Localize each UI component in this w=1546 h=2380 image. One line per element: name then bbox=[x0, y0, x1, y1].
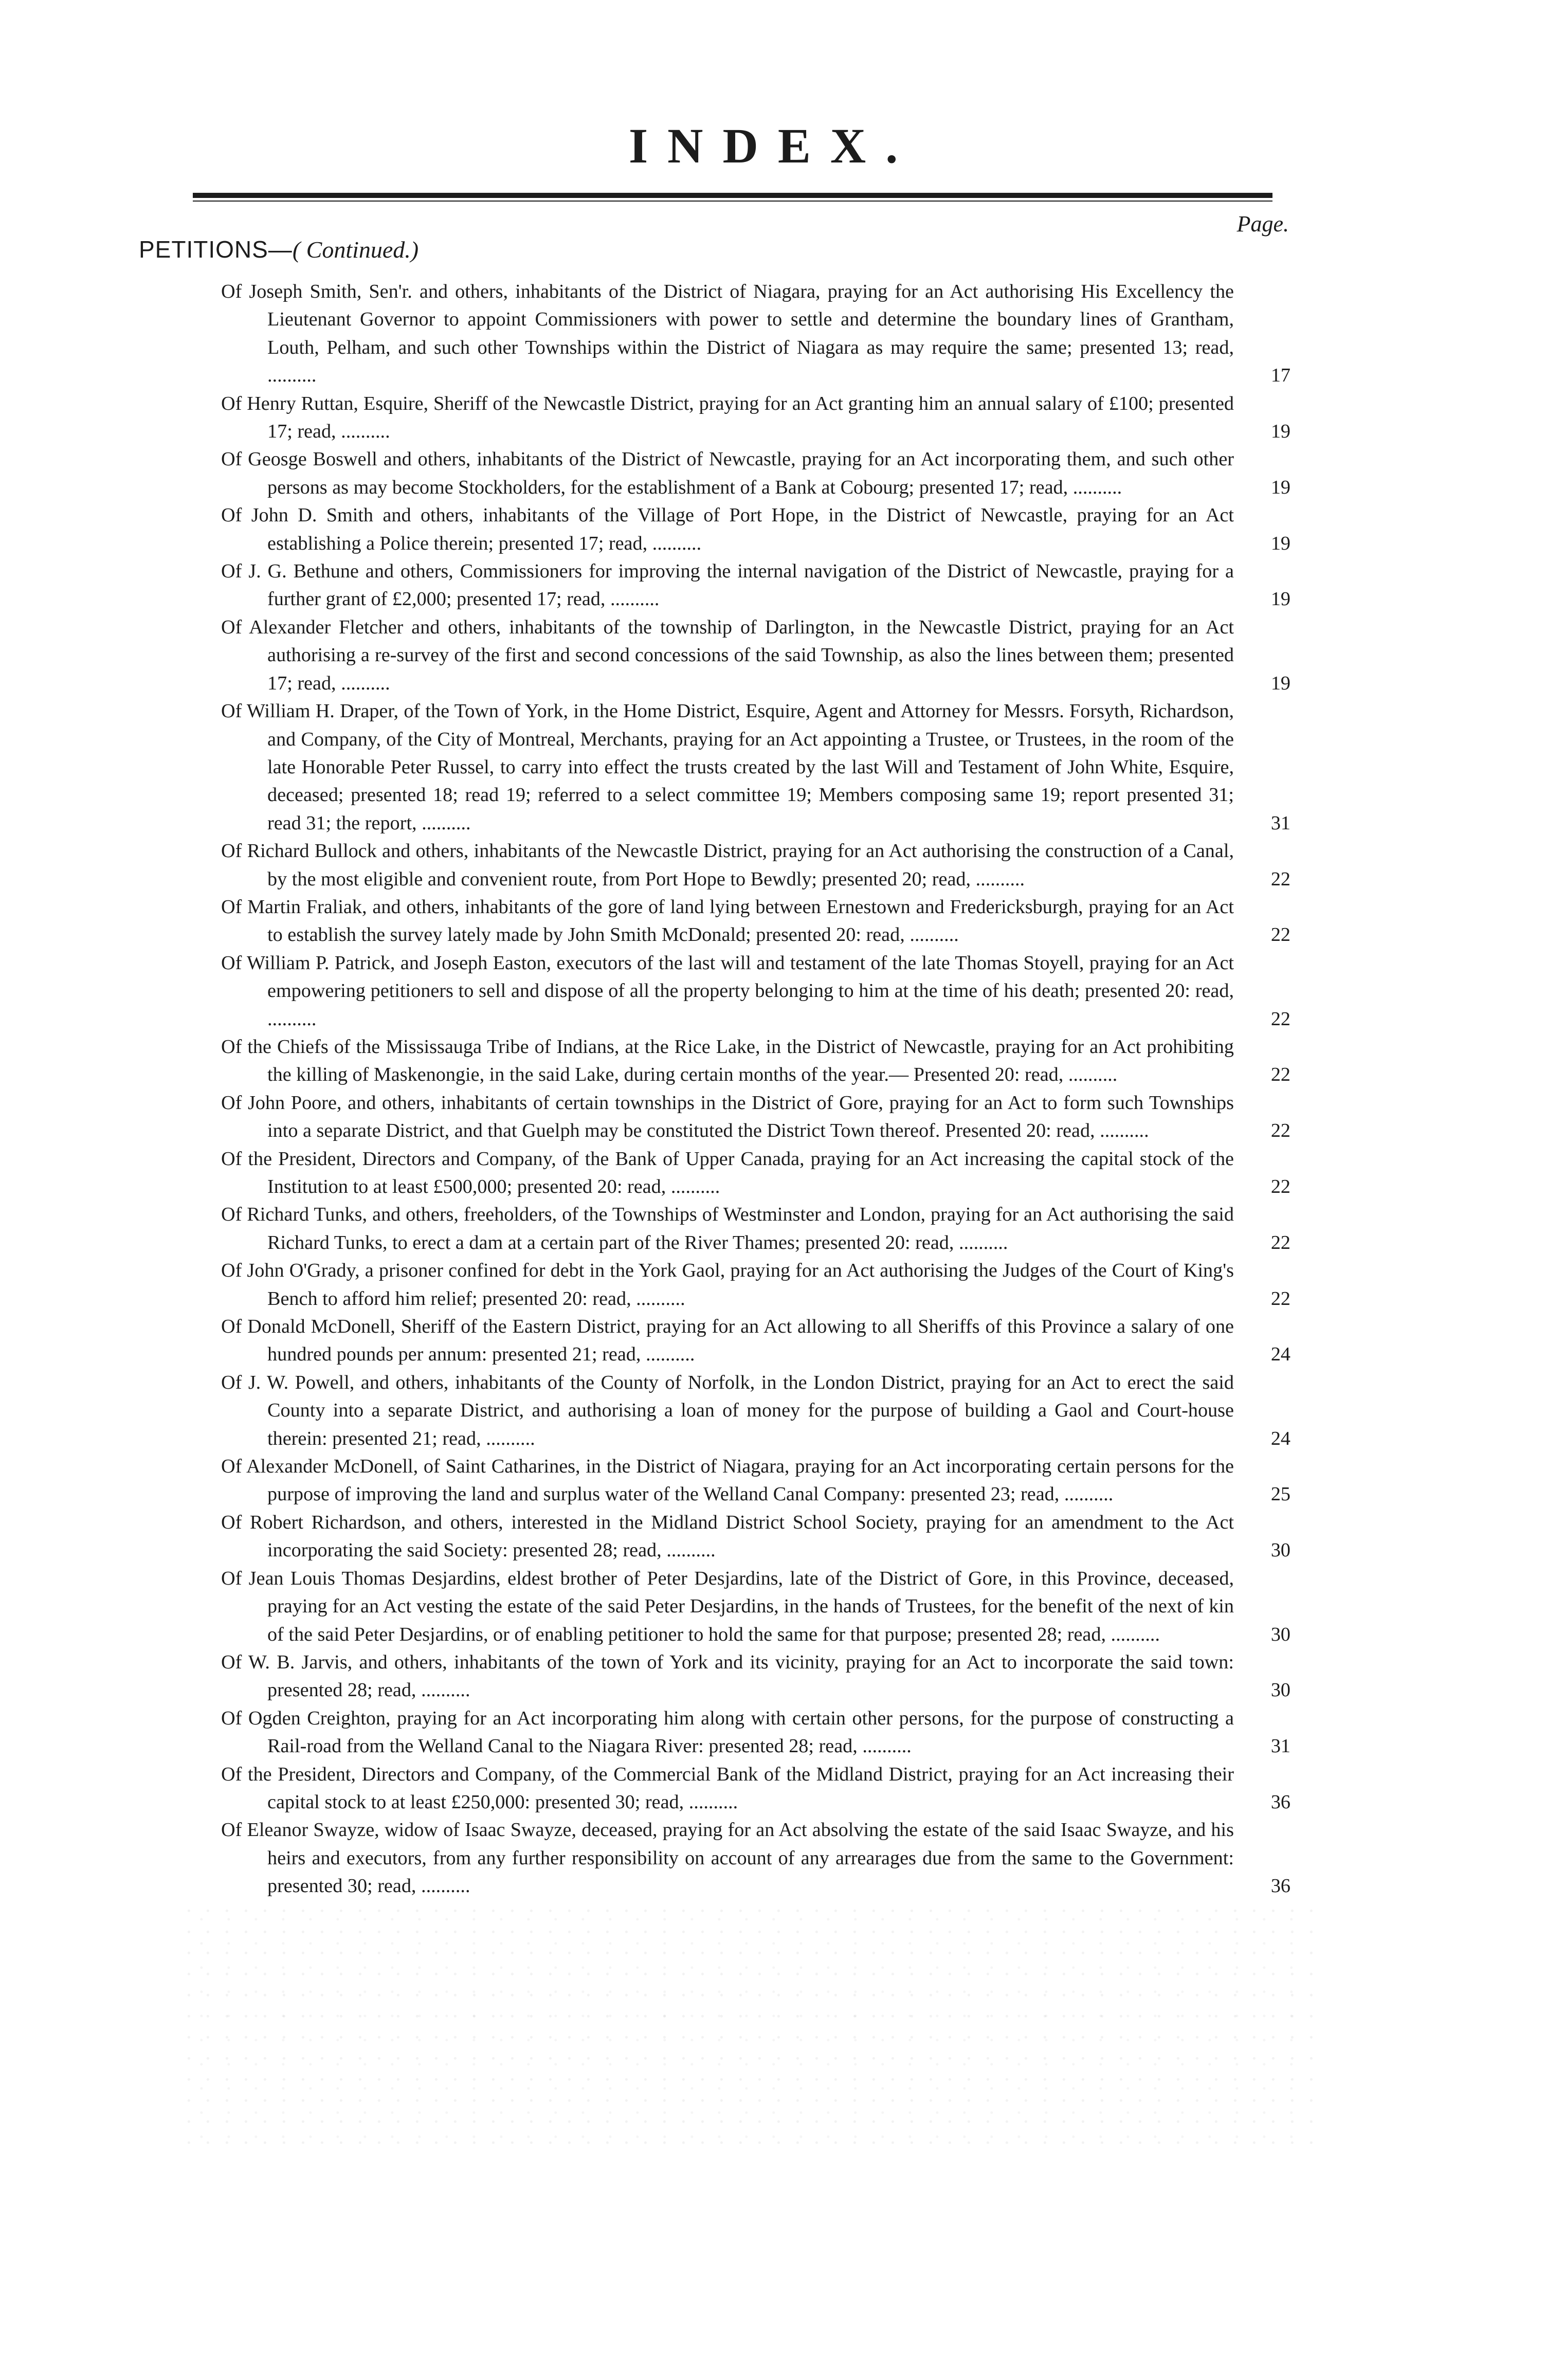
list-item bbox=[221, 1452, 1290, 1509]
leader-dots: .......... bbox=[684, 1791, 738, 1813]
entry-text: Of J. W. Powell, and others, inhabitants of the County of Norfolk, in the London District, praying for an Act to erect the said County into a separate District, and authorising a loan of money for the purpose of building a Gaol and Court-house therein: presented 21; read, bbox=[221, 1371, 1234, 1449]
leader-dots: .......... bbox=[481, 1427, 535, 1449]
entry-page-number: 17 bbox=[1270, 365, 1290, 387]
entry-text: Of the Chiefs of the Mississauga Tribe of Indians, at the Rice Lake, in the District of Newcastle, praying for an Act prohibiting the killing of Maskenongie, in the said Lake, during certain months of the year.— Presented 20: read, bbox=[221, 1035, 1234, 1086]
leader-dots: .......... bbox=[1106, 1623, 1160, 1645]
title-rule-thin bbox=[193, 201, 1272, 202]
entry-page-number: 22 bbox=[1270, 1120, 1290, 1142]
list-item bbox=[221, 1509, 1290, 1565]
entry-text: Of John O'Grady, a prisoner confined for debt in the York Gaol, praying for an Act authorising the Judges of the Court of King's Bench to afford him relief; presented 20: read, bbox=[221, 1260, 1234, 1310]
leader-dots: .......... bbox=[605, 588, 660, 610]
entry-text: Of J. G. Bethune and others, Commissioners for improving the internal navigation of the District of Newcastle, praying for a further grant of £2,000; presented 17; read, bbox=[221, 560, 1234, 610]
entry-page-number: 22 bbox=[1270, 924, 1290, 946]
entry-text: Of the President, Directors and Company, of the Commercial Bank of the Midland District, praying for an Act increasing their capital stock to at least £250,000: presented 30; read, bbox=[221, 1763, 1234, 1813]
entry-page-number: 22 bbox=[1270, 1064, 1290, 1086]
page-column-label: Page. bbox=[1236, 211, 1289, 237]
list-item bbox=[221, 1565, 1290, 1648]
entry-text: Of Henry Ruttan, Esquire, Sheriff of the Newcastle District, praying for an Act granting him an annual salary of £100; presented 17; read, bbox=[221, 392, 1234, 443]
leader-dots: .......... bbox=[267, 1008, 317, 1030]
leader-dots: .......... bbox=[666, 1176, 720, 1197]
leader-dots: .......... bbox=[631, 1287, 685, 1310]
section-continued: ( Continued.) bbox=[292, 237, 419, 263]
entry-page-number: 24 bbox=[1270, 1427, 1290, 1449]
entry-text: Of Richard Tunks, and others, freeholders, of the Townships of Westminster and London, praying for an Act authorising the said Richard Tunks, to erect a dam at a certain part of the River Thames; presented 20: read, bbox=[221, 1204, 1234, 1253]
leader-dots: .......... bbox=[336, 672, 390, 694]
list-item bbox=[221, 893, 1290, 949]
title-rule bbox=[193, 193, 1272, 198]
entry-text: Of John D. Smith and others, inhabitants of the Village of Port Hope, in the District of Newcastle, praying for an Act establishing a Police therein; presented 17; read, bbox=[221, 504, 1234, 554]
entry-page-number: 30 bbox=[1270, 1539, 1290, 1561]
section-title: PETITIONS— bbox=[139, 236, 293, 263]
leader-dots: .......... bbox=[904, 924, 959, 946]
list-item bbox=[221, 278, 1290, 390]
entry-page-number: 19 bbox=[1270, 672, 1290, 694]
list-item bbox=[221, 1369, 1290, 1452]
list-item bbox=[221, 1201, 1290, 1257]
entry-text: Of Martin Fraliak, and others, inhabitants of the gore of land lying between Ernestown and Fredericksburgh, praying for an Act to establish the survey lately made by John Smith McDonald; presented 20: read, bbox=[221, 896, 1234, 946]
leader-dots: .......... bbox=[1068, 476, 1122, 498]
entry-text: Of Eleanor Swayze, widow of Isaac Swayze, deceased, praying for an Act absolving the estate of the said Isaac Swayze, and his heirs and executors, from any further responsibility on account of any arrearages due from the same to the Government: presented 30; read, bbox=[221, 1819, 1234, 1897]
entry-page-number: 22 bbox=[1270, 1176, 1290, 1197]
page-title: INDEX. bbox=[628, 118, 918, 173]
entry-page-number: 19 bbox=[1270, 476, 1290, 498]
entry-page-number: 36 bbox=[1270, 1875, 1290, 1897]
entry-text: Of William H. Draper, of the Town of York, in the Home District, Esquire, Agent and Attorney for Messrs. Forsyth, Richardson, and Company, of the City of Montreal, Merchants, praying for an Act appointing a Trustee, or Trustees, in the room of the late Honorable Peter Russel, to carry into effect the trusts created by the last Will and Testament of John White, Esquire, deceased; presented 18; read 19; referred to a select committee 19; Members composing same 19; report presented 31; read 31; the report, bbox=[221, 700, 1234, 834]
leader-dots: .......... bbox=[954, 1231, 1008, 1253]
list-item bbox=[221, 1704, 1290, 1760]
list-item bbox=[221, 1033, 1290, 1089]
entry-page-number: 22 bbox=[1270, 868, 1290, 890]
entry-page-number: 19 bbox=[1270, 588, 1290, 610]
list-item bbox=[221, 697, 1290, 837]
paper-speckle bbox=[185, 1902, 1316, 2159]
list-item bbox=[221, 445, 1290, 501]
entry-text: Of Alexander McDonell, of Saint Catharines, in the District of Niagara, praying for an Act incorporating certain persons for the purpose of improving the land and surplus water of the Welland Canal Company: presented 23; read, bbox=[221, 1456, 1234, 1505]
entry-page-number: 24 bbox=[1270, 1343, 1290, 1366]
entry-page-number: 30 bbox=[1270, 1623, 1290, 1645]
list-item bbox=[221, 1816, 1290, 1900]
leader-dots: .......... bbox=[971, 868, 1025, 890]
entry-text: Of John Poore, and others, inhabitants of certain townships in the District of Gore, praying for an Act to form such Townships into a separate District, and that Guelph may be constituted the District Town thereof. Presented 20: read, bbox=[221, 1092, 1234, 1142]
list-item bbox=[221, 1313, 1290, 1369]
list-item bbox=[221, 501, 1290, 557]
leader-dots: .......... bbox=[661, 1539, 716, 1561]
list-item bbox=[221, 1145, 1290, 1201]
entry-text: Of W. B. Jarvis, and others, inhabitants of the town of York and its vicinity, praying for an Act to incorporate the said town: presented 28; read, bbox=[221, 1651, 1234, 1701]
list-item bbox=[221, 1257, 1290, 1313]
entry-text: Of Richard Bullock and others, inhabitants of the Newcastle District, praying for an Act authorising the construction of a Canal, by the most eligible and convenient route, from Port Hope to Bewdly; presented 20; read, bbox=[221, 840, 1234, 890]
leader-dots: .......... bbox=[416, 812, 471, 834]
leader-dots: .......... bbox=[1063, 1064, 1118, 1086]
entry-text: Of Jean Louis Thomas Desjardins, eldest brother of Peter Desjardins, late of the District of Gore, in this Province, deceased, praying for an Act vesting the estate of the said Peter Desjardins, in the hands of Trustees, for the benefit of the next of kin of the said Peter Desjardins, or of enabling petitioner to hold the same for that purpose; presented 28; read, bbox=[221, 1567, 1234, 1645]
entry-page-number: 19 bbox=[1270, 421, 1290, 443]
leader-dots: .......... bbox=[416, 1875, 470, 1897]
list-item bbox=[221, 1089, 1290, 1145]
entry-text: Of William P. Patrick, and Joseph Easton, executors of the last will and testament of the late Thomas Stoyell, praying for an Act empowering petitioners to sell and dispose of all the property belonging to him at the time of his death; presented 20: read, bbox=[221, 952, 1234, 1002]
entry-page-number: 25 bbox=[1270, 1483, 1290, 1505]
entry-list bbox=[221, 278, 1290, 1900]
leader-dots: .......... bbox=[857, 1735, 912, 1757]
leader-dots: .......... bbox=[267, 365, 317, 387]
entry-text: Of Ogden Creighton, praying for an Act incorporating him along with certain other persons, for the purpose of constructing a Rail-road from the Welland Canal to the Niagara River: presented 28; read, bbox=[221, 1707, 1234, 1757]
section-heading bbox=[139, 235, 419, 263]
list-item bbox=[221, 949, 1290, 1033]
entry-page-number: 22 bbox=[1270, 1008, 1290, 1030]
leader-dots: .......... bbox=[336, 421, 390, 443]
list-item bbox=[221, 1648, 1290, 1704]
entry-page-number: 31 bbox=[1270, 1735, 1290, 1757]
entry-text: Of Alexander Fletcher and others, inhabitants of the township of Darlington, in the Newcastle District, praying for an Act authorising a re-survey of the first and second concessions of the said Township, as also the lines between them; presented 17; read, bbox=[221, 616, 1234, 694]
entry-page-number: 19 bbox=[1270, 532, 1290, 554]
list-item bbox=[221, 557, 1290, 613]
entry-text: Of Joseph Smith, Sen'r. and others, inhabitants of the District of Niagara, praying for an Act authorising His Excellency the Lieutenant Governor to appoint Commissioners with power to settle and determine the boundary lines of Grantham, Louth, Pelham, and such other Townships within the District of Niagara as may require the same; presented 13; read, bbox=[221, 281, 1234, 358]
leader-dots: .......... bbox=[1095, 1120, 1149, 1142]
list-item bbox=[221, 837, 1290, 893]
list-item bbox=[221, 613, 1290, 697]
entry-page-number: 31 bbox=[1270, 812, 1290, 834]
leader-dots: .......... bbox=[647, 532, 702, 554]
entry-text: Of Geosge Boswell and others, inhabitants of the District of Newcastle, praying for an Act incorporating them, and such other persons as may become Stockholders, for the establishment of a Bank at Cobourg; presented 17; read, bbox=[221, 448, 1234, 498]
leader-dots: .......... bbox=[641, 1343, 695, 1366]
entry-page-number: 22 bbox=[1270, 1231, 1290, 1253]
entry-text: Of Robert Richardson, and others, interested in the Midland District School Society, praying for an amendment to the Act incorporating the said Society: presented 28; read, bbox=[221, 1511, 1234, 1561]
leader-dots: .......... bbox=[416, 1679, 470, 1701]
entry-page-number: 36 bbox=[1270, 1791, 1290, 1813]
entry-text: Of Donald McDonell, Sheriff of the Eastern District, praying for an Act allowing to all Sheriffs of this Province a salary of one hundred pounds per annum: presented 21; read, bbox=[221, 1316, 1234, 1366]
entry-page-number: 30 bbox=[1270, 1679, 1290, 1701]
entry-text: Of the President, Directors and Company, of the Bank of Upper Canada, praying for an Act increasing the capital stock of the Institution to at least £500,000; presented 20: read, bbox=[221, 1148, 1234, 1197]
leader-dots: .......... bbox=[1059, 1483, 1114, 1505]
list-item bbox=[221, 1760, 1290, 1816]
list-item bbox=[221, 390, 1290, 446]
entry-page-number: 22 bbox=[1270, 1287, 1290, 1310]
